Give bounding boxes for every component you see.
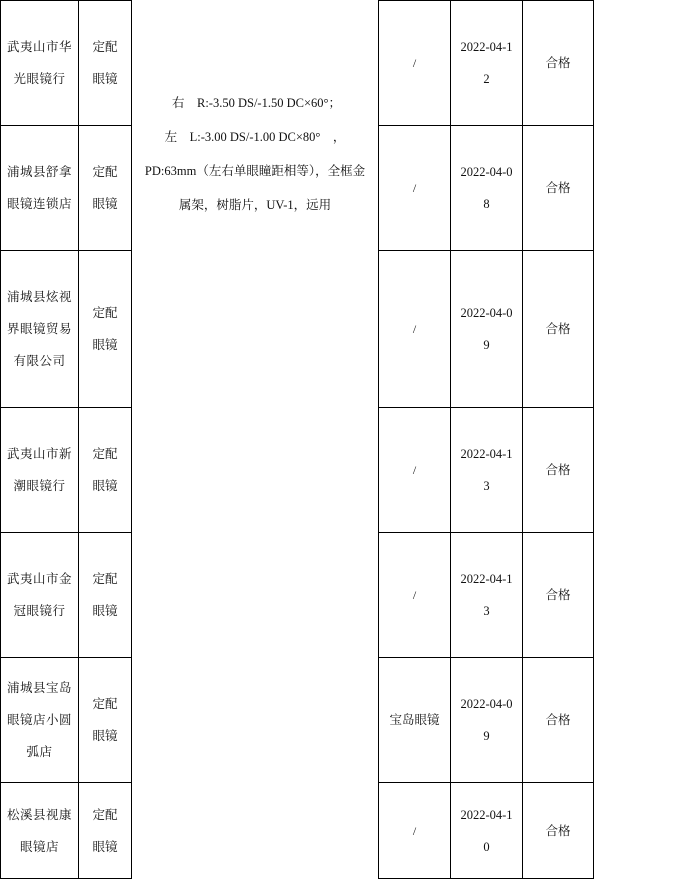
date-cell bbox=[451, 1, 523, 126]
date-cell bbox=[451, 408, 523, 533]
brand-cell bbox=[379, 658, 451, 783]
shop-name-cell bbox=[1, 126, 79, 251]
production-date: 2022-04-09 bbox=[460, 306, 513, 352]
brand-value: / bbox=[412, 823, 417, 838]
result-value: 合格 bbox=[545, 587, 571, 602]
product-type: 定配眼镜 bbox=[92, 806, 118, 854]
blank-cell bbox=[594, 251, 668, 408]
blank-cell bbox=[594, 408, 668, 533]
result-value: 合格 bbox=[545, 462, 571, 477]
date-cell bbox=[451, 658, 523, 783]
product-type-cell bbox=[79, 658, 132, 783]
shop-name: 武夷山市华光眼镜行 bbox=[7, 39, 73, 86]
date-cell bbox=[451, 533, 523, 658]
result-cell bbox=[523, 126, 594, 251]
spec-cell bbox=[132, 1, 379, 879]
shop-name: 松溪县视康眼镜店 bbox=[7, 806, 73, 854]
brand-cell bbox=[379, 533, 451, 658]
brand-value: / bbox=[412, 56, 417, 70]
product-type-cell bbox=[79, 126, 132, 251]
production-date: 2022-04-09 bbox=[460, 697, 513, 743]
product-type-cell bbox=[79, 1, 132, 126]
product-type: 定配眼镜 bbox=[92, 446, 118, 493]
brand-value: 宝岛眼镜 bbox=[389, 712, 440, 727]
shop-name-cell bbox=[1, 1, 79, 126]
production-date: 2022-04-13 bbox=[460, 447, 513, 493]
product-type-cell bbox=[79, 251, 132, 408]
result-value: 合格 bbox=[545, 321, 571, 336]
shop-name-cell bbox=[1, 408, 79, 533]
brand-cell bbox=[379, 251, 451, 408]
result-cell bbox=[523, 658, 594, 783]
brand-cell bbox=[379, 783, 451, 879]
production-date: 2022-04-08 bbox=[460, 165, 513, 211]
blank-cell bbox=[594, 533, 668, 658]
brand-cell bbox=[379, 126, 451, 251]
brand-value: / bbox=[412, 322, 417, 336]
result-cell bbox=[523, 408, 594, 533]
product-type: 定配眼镜 bbox=[92, 39, 118, 86]
product-type-cell bbox=[79, 408, 132, 533]
result-cell bbox=[523, 783, 594, 879]
spec-left-eye: 左 L:-3.00 DS/-1.00 DC×80° ，PD:63mm（左右单眼瞳距相等），全框金属架，树脂片，UV-1，远用 bbox=[144, 129, 366, 212]
blank-cell bbox=[594, 783, 668, 879]
shop-name: 武夷山市金冠眼镜行 bbox=[7, 571, 73, 618]
result-value: 合格 bbox=[545, 712, 571, 727]
shop-name-cell bbox=[1, 251, 79, 408]
result-value: 合格 bbox=[545, 55, 571, 70]
brand-value: / bbox=[412, 463, 417, 477]
blank-cell bbox=[594, 658, 668, 783]
result-cell bbox=[523, 1, 594, 126]
shop-name: 武夷山市新潮眼镜行 bbox=[7, 446, 73, 493]
product-type-cell bbox=[79, 783, 132, 879]
spec-text bbox=[132, 1, 378, 222]
blank-cell bbox=[594, 1, 668, 126]
blank-cell bbox=[594, 126, 668, 251]
shop-name-cell bbox=[1, 533, 79, 658]
result-cell bbox=[523, 251, 594, 408]
brand-value: / bbox=[412, 181, 417, 195]
shop-name: 浦城县宝岛眼镜店小圆弧店 bbox=[7, 680, 73, 759]
product-type: 定配眼镜 bbox=[92, 305, 118, 352]
product-type-cell bbox=[79, 533, 132, 658]
production-date: 2022-04-10 bbox=[460, 807, 513, 854]
product-type: 定配眼镜 bbox=[92, 164, 118, 211]
shop-name: 浦城县舒拿眼镜连锁店 bbox=[7, 164, 73, 211]
date-cell bbox=[451, 126, 523, 251]
date-cell bbox=[451, 251, 523, 408]
result-value: 合格 bbox=[545, 822, 571, 838]
table-row bbox=[1, 1, 668, 126]
product-type: 定配眼镜 bbox=[92, 571, 118, 618]
shop-name: 浦城县炫视界眼镜贸易有限公司 bbox=[7, 289, 73, 368]
shop-name-cell bbox=[1, 783, 79, 879]
result-cell bbox=[523, 533, 594, 658]
product-type: 定配眼镜 bbox=[92, 696, 118, 743]
brand-value: / bbox=[412, 588, 417, 602]
date-cell bbox=[451, 783, 523, 879]
spec-right-eye: 右 R:-3.50 DS/-1.50 DC×60°； bbox=[172, 95, 342, 110]
production-date: 2022-04-12 bbox=[460, 40, 513, 86]
brand-cell bbox=[379, 408, 451, 533]
brand-cell bbox=[379, 1, 451, 126]
shop-name-cell bbox=[1, 658, 79, 783]
result-value: 合格 bbox=[545, 180, 571, 195]
production-date: 2022-04-13 bbox=[460, 572, 513, 618]
